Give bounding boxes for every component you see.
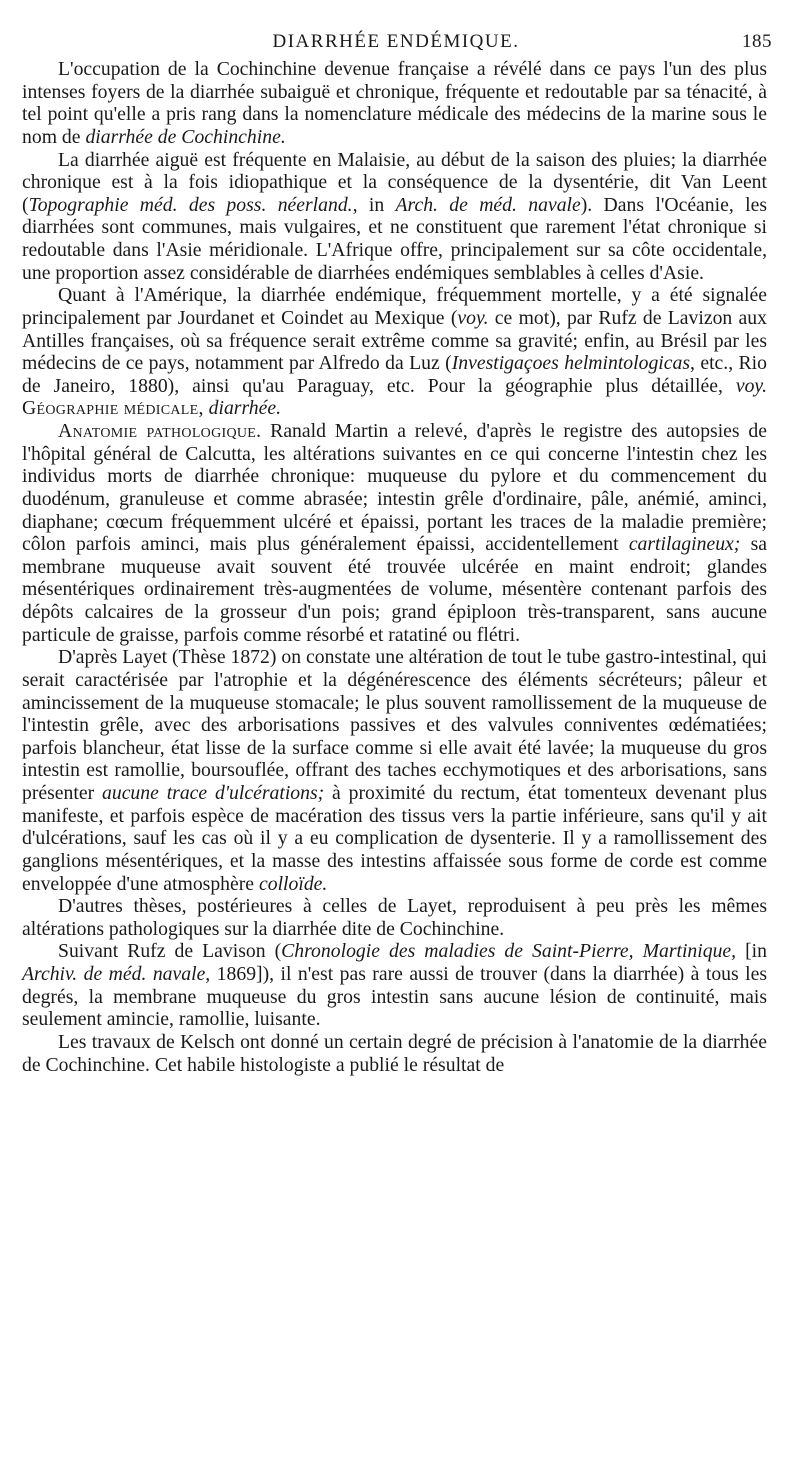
paragraph-kelsch bbox=[22, 1031, 767, 1076]
paragraph-layet bbox=[22, 646, 767, 895]
text-run: L'occupation de la Cochinchine devenue française a révélé dans ce pays l'un des plus intenses foyers de la diarrhée subaiguë et chronique, fréquente et redoutable par sa ténacité, à tel point qu'elle a pris rang dans la nomenclature médicale des médecins de la marine sous le nom de bbox=[22, 58, 767, 148]
cross-reference: Géographie médicale, bbox=[22, 397, 204, 420]
text-run: , in bbox=[352, 193, 396, 216]
text-run: , etc., Rio de Janeiro, 1880), ainsi qu'au Paraguay, etc. Pour la géographie plus détaillée, bbox=[22, 352, 767, 397]
body-text bbox=[22, 58, 767, 1076]
italic-citation: Topographie méd. des poss. néerland. bbox=[28, 193, 353, 216]
page-number: 185 bbox=[742, 31, 772, 52]
italic-term: aucune trace d'ulcérations; bbox=[102, 782, 325, 804]
text-run: [in bbox=[736, 940, 768, 963]
paragraph-amerique bbox=[22, 284, 767, 420]
italic-citation: Chronologie des maladies de Saint-Pierre, Martinique, bbox=[281, 940, 737, 963]
paragraph-rufz bbox=[22, 940, 767, 1031]
running-title: DIARRHÉE ENDÉMIQUE. bbox=[272, 31, 520, 52]
text-run: ). Dans l'Océanie, les diarrhées sont communes, mais vulgaires, et ne constituent que rarement l'état chronique si redoutable dans l'Asie méridionale. L'Afrique offre, principalement sur sa côte occidentale, une proportion assez considérable de diarrhées endémiques semblables à celles d'Asie. bbox=[22, 193, 767, 284]
text-run: Quant à l'Amérique, la diarrhée endémique, fréquemment mortelle, y a été signalée principalement par Jourdanet et Coindet au Mexique ( bbox=[22, 284, 767, 329]
paragraph-theses bbox=[22, 895, 767, 940]
text-run: D'après Layet (Thèse 1872) on constate une altération de tout le tube gastro-intestinal, qui serait caractérisée par l'atrophie et la dégénérescence des éléments sécréteurs; pâleur et amincissement de la muqueuse stomacale; le plus souvent ramollissement de la muqueuse de l'intestin grêle, avec des arborisations passives et des valvules conniventes œdématiées; parfois blancheur, état lisse de la surface comme si elle avait été lavée; la muqueuse du gros intestin est ramollie, boursouflée, offrant des taches ecchymotiques et des arborisations, sans présenter bbox=[22, 646, 767, 804]
italic-citation: Investigaçoes helmintologicas bbox=[451, 352, 691, 375]
italic-term: diarrhée de Cochinchine. bbox=[85, 125, 286, 148]
text-run: 1869]), il n'est pas rare aussi de trouver (dans la diarrhée) à tous les degrés, la membrane muqueuse du gros intestin sans aucune lésion de continuité, mais seulement amincie, ramollie, luisante. bbox=[22, 963, 767, 1031]
text-run: Suivant Rufz de Lavison ( bbox=[58, 940, 282, 963]
text-run: La diarrhée aiguë est fréquente en Malaisie, au début de la saison des pluies; la diarrhée chronique est à la fois idiopathique et la conséquence de la dysentérie, dit Van Leent ( bbox=[22, 148, 767, 216]
italic-term: diarrhée. bbox=[208, 397, 282, 420]
text-run: ce mot), par Rufz de Lavizon aux Antilles françaises, où sa fréquence serait extrême comme sa gravité; enfin, au Brésil par les médecins de ce pays, notamment par Alfredo da Luz ( bbox=[22, 306, 767, 375]
italic-term: voy. bbox=[735, 374, 767, 397]
paragraph-cochinchine bbox=[22, 58, 767, 149]
text-run: à proximité du rectum, état tomenteux devenant plus manifeste, et parfois espèce de macération des tissus vers la partie inférieure, sans qu'il y ait d'ulcérations, sauf les cas où il y a eu complication de dysenterie. Il y a ramollissement des ganglions mésentériques, et la masse des intestins affaissée sous forme de corde est comme enveloppée d'une atmosphère bbox=[22, 782, 767, 895]
section-heading: Anatomie pathologique. bbox=[58, 420, 262, 442]
italic-term: cartilagineux; bbox=[628, 533, 741, 556]
italic-citation: Archiv. de méd. navale, bbox=[22, 963, 211, 985]
italic-term: voy. bbox=[457, 306, 489, 329]
page-header bbox=[20, 31, 772, 55]
paragraph-malaisie bbox=[22, 149, 767, 285]
paragraph-anatomie bbox=[22, 420, 767, 646]
italic-citation: Arch. de méd. navale bbox=[395, 193, 581, 216]
text-run: Les travaux de Kelsch ont donné un certain degré de précision à l'anatomie de la diarrhée de Cochinchine. Cet habile histologiste a publié le résultat de bbox=[22, 1030, 767, 1076]
text-run: Ranald Martin a relevé, d'après le registre des autopsies de l'hôpital général de Calcutta, les altérations suivantes en ce qui concerne l'intestin chez les individus morts de diarrhée chronique: muqueuse du pylore et du commencement du duodénum, granuleuse et comme abrasée; intestin grêle d'ordinaire, pâle, anémié, aminci, diaphane; cœcum fréquemment ulcéré et épaissi, portant les traces de la maladie première; côlon parfois aminci, mais plus généralement épaissi, accidentellement bbox=[22, 420, 767, 556]
text-run: D'autres thèses, postérieures à celles de Layet, reproduisent à peu près les mêmes altérations pathologiques sur la diarrhée dite de Cochinchine. bbox=[22, 895, 767, 940]
text-run: sa membrane muqueuse avait souvent été trouvée ulcérée en maint endroit; glandes mésentériques ordinairement très-augmentées de volume, mésentère contenant parfois des dépôts calcaires de la grosseur d'un pois; grand épiploon très-transparent, sans aucune particule de graisse, parfois comme résorbé et ratatiné ou flétri. bbox=[22, 533, 767, 646]
italic-term: colloïde. bbox=[258, 872, 328, 895]
